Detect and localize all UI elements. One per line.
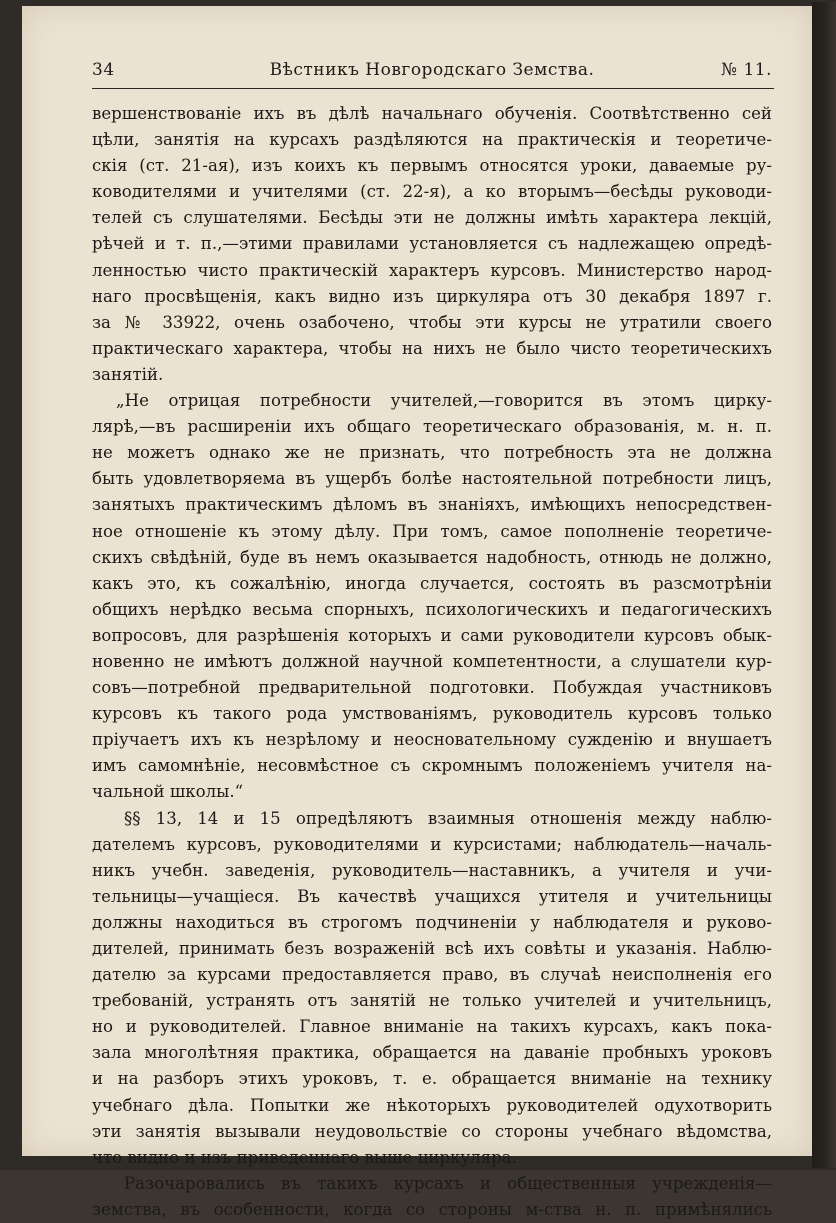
text-line: курсовъ къ такого рода умствованіямъ, руководитель курсовъ только <box>92 704 772 724</box>
text-line: эти занятія вызывали неудовольствіе со стороны учебнаго вѣдомства, <box>92 1121 772 1141</box>
text-line: вершенствованіе ихъ въ дѣлѣ начальнаго обученія. Соотвѣтственно сей <box>92 104 772 123</box>
text-line: быть удовлетворяема въ ущербъ болѣе настоятельной потребности лицъ, <box>92 469 772 489</box>
text-line: практическаго характера, чтобы на нихъ не было чисто теоретическихъ <box>92 338 772 358</box>
issue-number: № 11. <box>720 60 772 80</box>
text-line: тельницы—учащіеся. Въ качествѣ учащихся утителя и учительницы <box>92 886 772 906</box>
text-line: цѣли, занятія на курсахъ раздѣляются на практическія и теоретиче- <box>92 130 772 150</box>
text-line: зала многолѣтняя практика, обращается на даваніе пробныхъ уроковъ <box>92 1043 772 1063</box>
text-line: новенно не имѣютъ должной научной компетентности, а слушатели кур- <box>92 651 772 671</box>
page-edge-shadow <box>812 2 836 1168</box>
text-line: чальной школы.“ <box>92 782 244 802</box>
journal-title: Вѣстникъ Новгородскаго Земства. <box>269 60 595 80</box>
text-line: за № 33922, очень озабочено, чтобы эти курсы не утратили своего <box>92 312 772 332</box>
text-line: ководителями и учителями (ст. 22-я), а ко вторымъ—бесѣды руководи- <box>92 182 772 202</box>
text-line: дателю за курсами предоставляется право, въ случаѣ неисполненія его <box>92 965 772 985</box>
text-line: скія (ст. 21-ая), изъ коихъ къ первымъ относятся уроки, даваемые ру- <box>92 156 772 176</box>
text-line: ленностью чисто практическій характеръ курсовъ. Министерство народ- <box>92 260 772 280</box>
text-line: ное отношеніе къ этому дѣлу. При томъ, самое пополненіе теоретиче- <box>92 521 772 541</box>
page-number: 34 <box>92 60 115 80</box>
text-line: но и руководителей. Главное вниманіе на такихъ курсахъ, какъ пока- <box>92 1017 772 1037</box>
text-line: наго просвѣщенія, какъ видно изъ циркуляра отъ 30 декабря 1897 г. <box>92 286 772 306</box>
text-line: занятій. <box>92 364 164 384</box>
text-line: скихъ свѣдѣній, буде въ немъ оказывается надобность, отнюдь не должно, <box>92 547 772 567</box>
text-line: никъ учебн. заведенія, руководитель—наставникъ, а учителя и учи- <box>92 860 772 880</box>
text-line: требованій, устранять отъ занятій не только учителей и учительницъ, <box>92 991 772 1011</box>
text-line: пріучаетъ ихъ къ незрѣлому и неосновательному сужденію и внушаетъ <box>92 730 772 750</box>
text-line: какъ это, къ сожалѣнію, иногда случается, состоять въ разсмотрѣніи <box>92 573 772 593</box>
text-line: общихъ нерѣдко весьма спорныхъ, психологическихъ и педагогическихъ <box>92 599 772 619</box>
text-line: земства, въ особенности, когда со стороны м-ства н. п. примѣнялись <box>92 1199 772 1219</box>
text-line: лярѣ,—въ расширеніи ихъ общаго теоретическаго образованія, м. н. п. <box>92 417 772 437</box>
text-line: вопросовъ, для разрѣшенія которыхъ и сами руководители курсовъ обык- <box>92 625 772 645</box>
text-line: дителей, принимать безъ возраженій всѣ ихъ совѣты и указанія. Наблю- <box>92 939 772 958</box>
text-line: что видно и изъ приведеннаго выше циркуляра. <box>92 1147 517 1167</box>
text-line: имъ самомнѣніе, несовмѣстное съ скромнымъ положеніемъ учителя на- <box>92 756 772 776</box>
header-rule <box>92 88 774 89</box>
text-line: учебнаго дѣла. Попытки же нѣкоторыхъ руководителей одухотворить <box>92 1095 772 1115</box>
text-line: дателемъ курсовъ, руководителями и курсистами; наблюдатель—началь- <box>92 834 772 854</box>
text-line: не можетъ однако же не признать, что потребность эта не должна <box>92 443 772 463</box>
text-line: §§ 13, 14 и 15 опредѣляютъ взаимныя отношенія между наблю- <box>124 808 772 828</box>
text-line: телей съ слушателями. Бесѣды эти не должны имѣть характера лекцій, <box>92 208 772 228</box>
article-body <box>92 101 772 1223</box>
text-line: совъ—потребной предварительной подготовки. Побуждая участниковъ <box>92 678 772 698</box>
text-line: „Не отрицая потребности учителей,—говорится въ этомъ цирку- <box>116 391 772 411</box>
text-line: должны находиться въ строгомъ подчиненіи у наблюдателя и руково- <box>92 912 772 932</box>
text-line: Разочаровались въ такихъ курсахъ и общественныя учрежденія— <box>124 1173 772 1193</box>
text-line: рѣчей и т. п.,—этими правилами установляется съ надлежащею опредѣ- <box>92 234 772 254</box>
running-header <box>92 60 772 86</box>
text-line: и на разборъ этихъ уроковъ, т. е. обращается вниманіе на технику <box>92 1069 772 1089</box>
text-line: занятыхъ практическимъ дѣломъ въ знаніяхъ, имѣющихъ непосредствен- <box>92 495 772 515</box>
